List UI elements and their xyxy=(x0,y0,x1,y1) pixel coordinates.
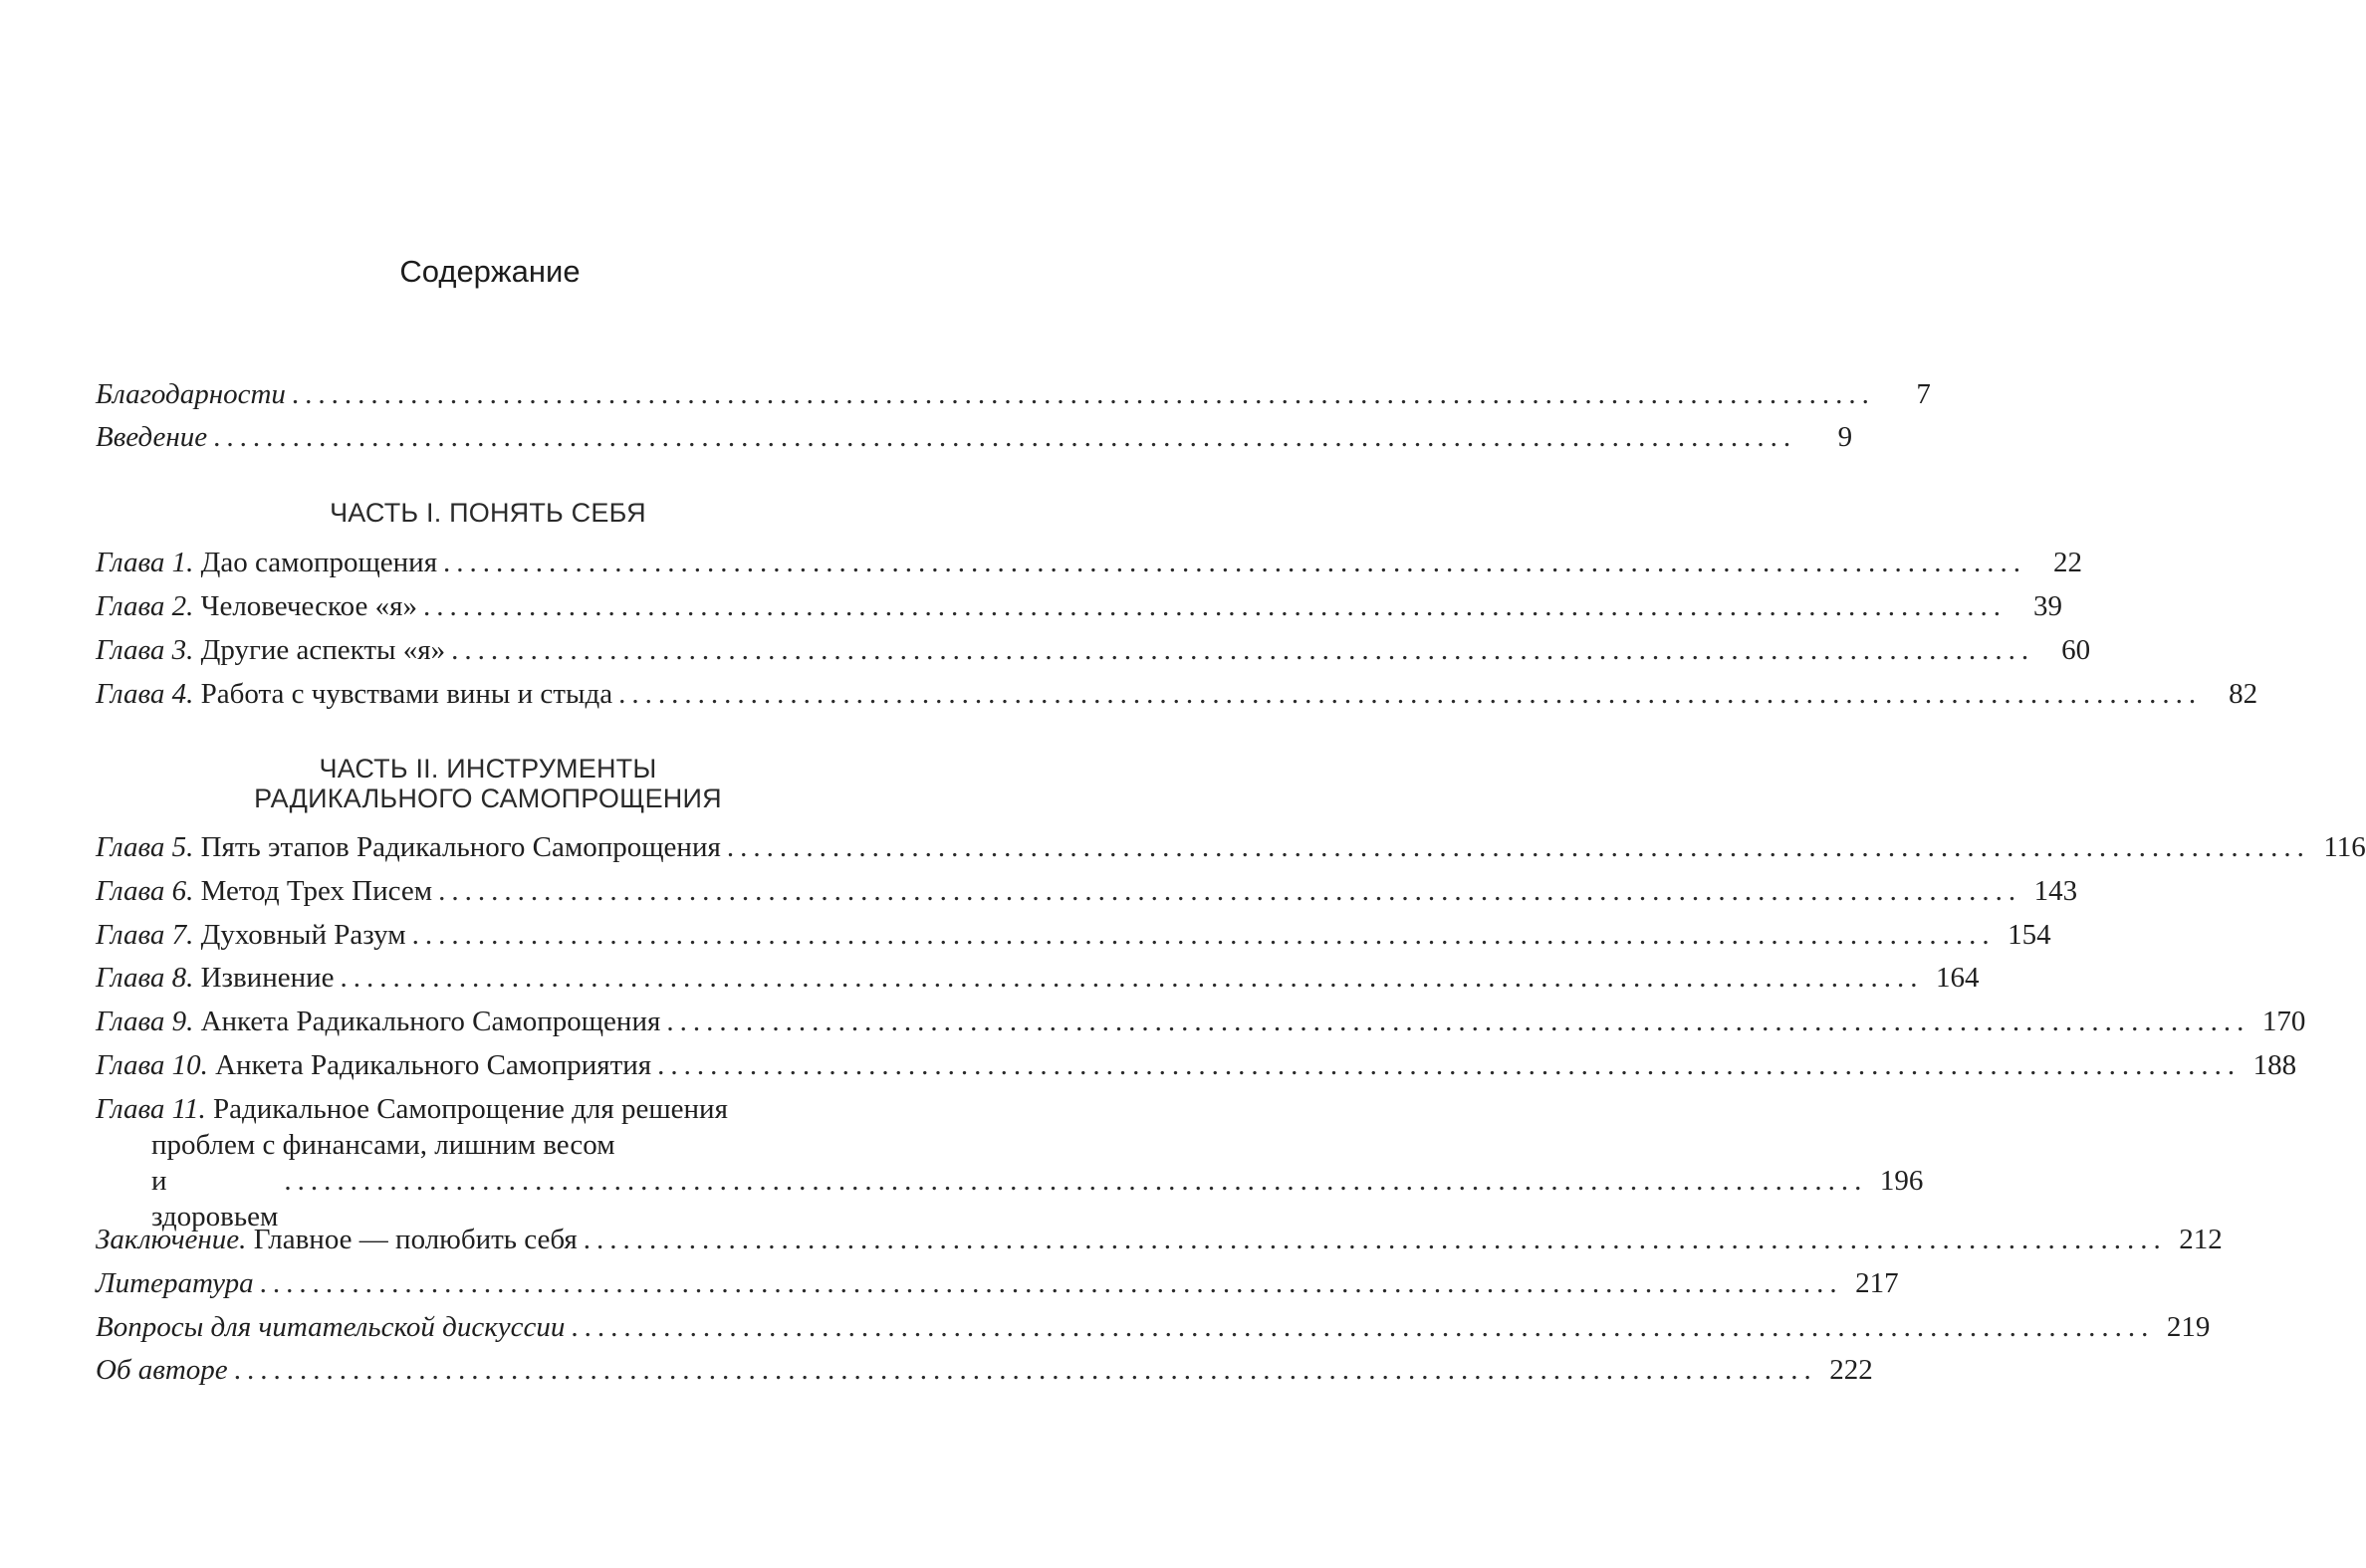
toc-entry-label: Об авторе xyxy=(96,1354,228,1386)
toc-page-number: 196 xyxy=(1879,1165,1924,1197)
dot-leader: ........................................................................................................................ xyxy=(571,1311,2155,1343)
toc-entry-chapter-5[interactable] xyxy=(96,827,2366,867)
dot-leader: ........................................................................................................................ xyxy=(726,831,2310,863)
dot-leader: ........................................................................................................................ xyxy=(443,547,2027,578)
toc-entry-label: Благодарности xyxy=(96,378,286,410)
toc-page-number: 116 xyxy=(2323,831,2366,863)
part2-heading-line2: РАДИКАЛЬНОГО САМОПРОЩЕНИЯ xyxy=(254,784,722,813)
toc-page-number: 154 xyxy=(2008,919,2051,951)
toc-entry-literature[interactable] xyxy=(96,1263,1899,1303)
toc-page-number: 60 xyxy=(2061,634,2091,666)
toc-page-number: 143 xyxy=(2033,875,2078,907)
toc-entry-label: Глава 2. Человеческое «я» xyxy=(96,590,417,622)
toc-entry-label: Заключение. Главное — полюбить себя xyxy=(96,1224,578,1255)
toc-entry-chapter-4[interactable] xyxy=(96,674,2258,714)
toc-entry-about-author[interactable] xyxy=(96,1350,1873,1390)
toc-entry-continuation: проблем с финансами, лишним весом xyxy=(151,1129,615,1161)
dot-leader: ........................................................................................................................ xyxy=(451,634,2035,666)
dot-leader: ........................................................................................................................ xyxy=(657,1049,2242,1081)
toc-entry-chapter-3[interactable] xyxy=(96,630,2091,670)
toc-entry-label: Глава 7. Духовный Разум xyxy=(96,919,406,951)
dot-leader: ........................................................................................................................ xyxy=(438,875,2022,907)
toc-entry-conclusion[interactable] xyxy=(96,1220,2223,1259)
toc-entry-label: Глава 9. Анкета Радикального Самопрощения xyxy=(96,1006,661,1037)
toc-entry-label: Глава 8. Извинение xyxy=(96,962,335,994)
toc-entry-introduction[interactable] xyxy=(96,417,1853,457)
dot-leader: ........................................................................................................................ xyxy=(618,678,2203,710)
toc-page-number: 217 xyxy=(1855,1267,1899,1299)
toc-entry-chapter-10[interactable] xyxy=(96,1045,2297,1085)
toc-page-number: 188 xyxy=(2252,1049,2297,1081)
toc-page-number: 164 xyxy=(1936,962,1980,994)
part2-heading-line1: ЧАСТЬ II. ИНСТРУМЕНТЫ xyxy=(319,754,657,784)
toc-page-number: 222 xyxy=(1829,1354,1873,1386)
toc-entry-label: Глава 10. Анкета Радикального Самоприятия xyxy=(96,1049,652,1081)
toc-entry-chapter-1[interactable] xyxy=(96,543,2083,582)
part1-heading: ЧАСТЬ I. ПОНЯТЬ СЕБЯ xyxy=(330,498,646,528)
dot-leader: ........................................................................................................................ xyxy=(340,962,1924,994)
toc-page-number: 170 xyxy=(2261,1006,2306,1037)
toc-entry-label: Глава 4. Работа с чувствами вины и стыда xyxy=(96,678,613,710)
toc-page-number: 212 xyxy=(2179,1224,2223,1255)
dot-leader: ........................................................................................................................ xyxy=(666,1006,2250,1037)
toc-entry-label: Введение xyxy=(96,421,208,453)
toc-entry-chapter-8[interactable] xyxy=(96,958,1980,998)
toc-entry-label: Глава 6. Метод Трех Писем xyxy=(96,875,433,907)
toc-entry-chapter-6[interactable] xyxy=(96,871,2078,911)
dot-leader: ........................................................................................................................ xyxy=(213,421,1797,453)
toc-page-number: 39 xyxy=(2032,590,2062,622)
dot-leader: ........................................................................................................................ xyxy=(411,919,1996,951)
dot-leader: ........................................................................................................................ xyxy=(583,1224,2167,1255)
dot-leader: ........................................................................................................................ xyxy=(284,1165,1868,1197)
toc-entry-label: Вопросы для читательской дискуссии xyxy=(96,1311,566,1343)
toc-entry-label: Литература xyxy=(96,1267,254,1299)
toc-entry-continuation: и здоровьем xyxy=(151,1165,279,1232)
dot-leader: ........................................................................................................................ xyxy=(291,378,1875,410)
toc-entry-acknowledgements[interactable] xyxy=(96,374,1931,414)
dot-leader: ........................................................................................................................ xyxy=(422,590,2007,622)
toc-entry-chapter-11[interactable] xyxy=(96,1091,1924,1234)
dot-leader: ........................................................................................................................ xyxy=(259,1267,1843,1299)
page-title: Содержание xyxy=(399,254,581,289)
toc-entry-label: Глава 3. Другие аспекты «я» xyxy=(96,634,446,666)
toc-entry-label: Глава 5. Пять этапов Радикального Самопрощения xyxy=(96,831,721,863)
toc-entry-chapter-9[interactable] xyxy=(96,1002,2306,1041)
toc-entry-label: Глава 1. Дао самопрощения xyxy=(96,547,438,578)
toc-entry-chapter-2[interactable] xyxy=(96,586,2062,626)
toc-page-number: 22 xyxy=(2053,547,2083,578)
toc-page-number: 9 xyxy=(1837,421,1853,453)
toc-entry-chapter-7[interactable] xyxy=(96,915,2051,955)
dot-leader: ........................................................................................................................ xyxy=(233,1354,1817,1386)
toc-entry-label: Глава 11. Радикальное Самопрощение для решения xyxy=(96,1093,728,1125)
toc-page-number: 219 xyxy=(2166,1311,2211,1343)
toc-page-number: 82 xyxy=(2229,678,2258,710)
toc-entry-discussion-questions[interactable] xyxy=(96,1307,2211,1347)
toc-page-number: 7 xyxy=(1916,378,1931,410)
